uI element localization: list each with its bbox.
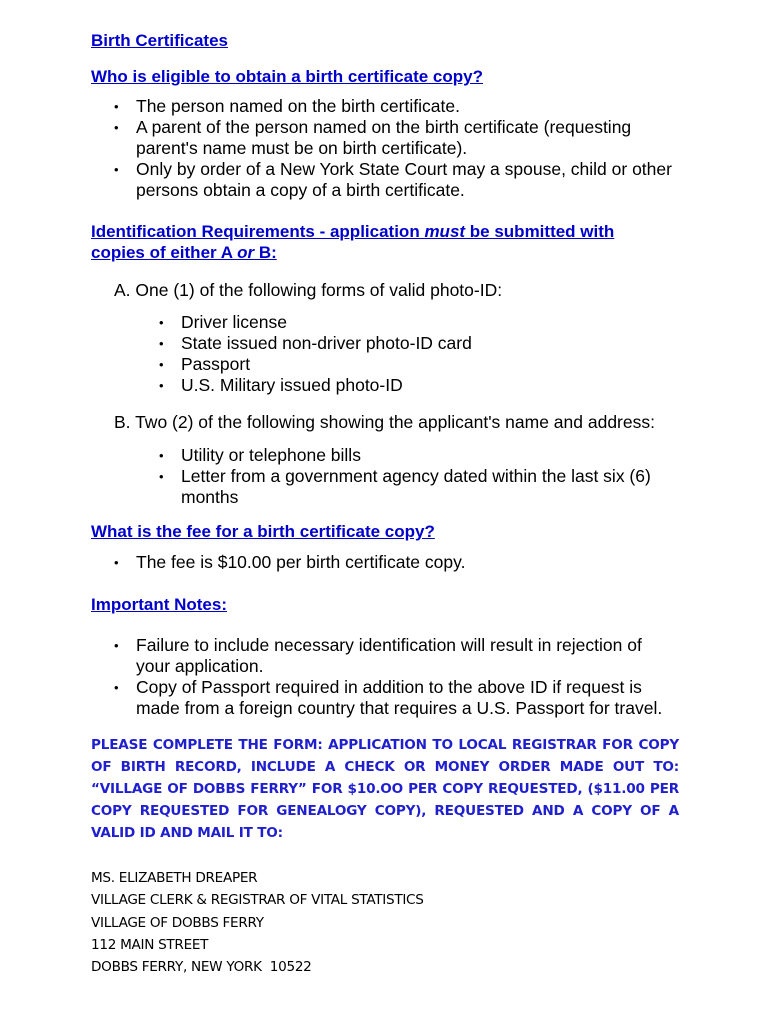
address-line: VILLAGE CLERK & REGISTRAR OF VITAL STATISTICS xyxy=(91,892,424,909)
option-b-list xyxy=(181,445,671,508)
address-line: DOBBS FERRY, NEW YORK 10522 xyxy=(91,959,312,976)
list-item: • Utility or telephone bills xyxy=(181,445,671,466)
list-item: • The fee is $10.00 per birth certificate copy. xyxy=(136,552,465,573)
list-item: • Only by order of a New York State Court may a spouse, child or other persons obtain a copy of a birth certificate. xyxy=(136,159,686,201)
eligibility-heading: Who is eligible to obtain a birth certificate copy? xyxy=(91,67,483,86)
notes-heading: Important Notes: xyxy=(91,595,227,614)
list-item: • Copy of Passport required in addition to the above ID if request is made from a foreign country that requires a U.S. Passport for travel. xyxy=(136,677,676,719)
notes-list xyxy=(136,635,676,719)
list-item: • Driver license xyxy=(181,312,472,333)
fee-list xyxy=(136,552,465,573)
option-a-label: A. One (1) of the following forms of valid photo-ID: xyxy=(114,280,503,300)
heading-emphasis: must xyxy=(424,222,466,241)
mailing-instruction: PLEASE COMPLETE THE FORM: APPLICATION TO LOCAL REGISTRAR FOR COPY OF BIRTH RECORD, INCLUDE A CHECK OR MONEY ORDER MADE OUT TO: “VILLAGE OF DOBBS FERRY” FOR $10.OO PER COPY REQUESTED, ($11.00 PER COPY REQUESTED FOR GENEALOGY COPY), REQUESTED AND A COPY OF A VALID ID AND MAIL IT TO: xyxy=(91,737,679,841)
address-line: VILLAGE OF DOBBS FERRY xyxy=(91,914,264,931)
fee-heading: What is the fee for a birth certificate copy? xyxy=(91,522,435,541)
address-line: MS. ELIZABETH DREAPER xyxy=(91,870,258,886)
eligibility-list xyxy=(136,96,696,201)
list-item: • The person named on the birth certificate. xyxy=(136,96,696,117)
mailing-address xyxy=(91,867,424,978)
heading-text: be submitted with copies of either A xyxy=(91,222,615,262)
heading-text: B: xyxy=(254,243,277,262)
list-item: • A parent of the person named on the birth certificate (requesting parent's name must be on birth certificate). xyxy=(136,117,646,159)
address-line: 112 MAIN STREET xyxy=(91,936,209,953)
option-a-list xyxy=(181,312,472,396)
heading-emphasis: or xyxy=(237,243,255,262)
option-b-label: B. Two (2) of the following showing the applicant's name and address: xyxy=(114,412,655,432)
page-title: Birth Certificates xyxy=(91,31,228,50)
identification-heading xyxy=(91,221,651,263)
list-item: • Passport xyxy=(181,354,472,375)
list-item: • Failure to include necessary identification will result in rejection of your application. xyxy=(136,635,676,677)
heading-text: Identification Requirements - application xyxy=(91,222,425,241)
list-item: • State issued non-driver photo-ID card xyxy=(181,333,472,354)
list-item: • Letter from a government agency dated within the last six (6) months xyxy=(181,466,671,508)
list-item: • U.S. Military issued photo-ID xyxy=(181,375,472,396)
